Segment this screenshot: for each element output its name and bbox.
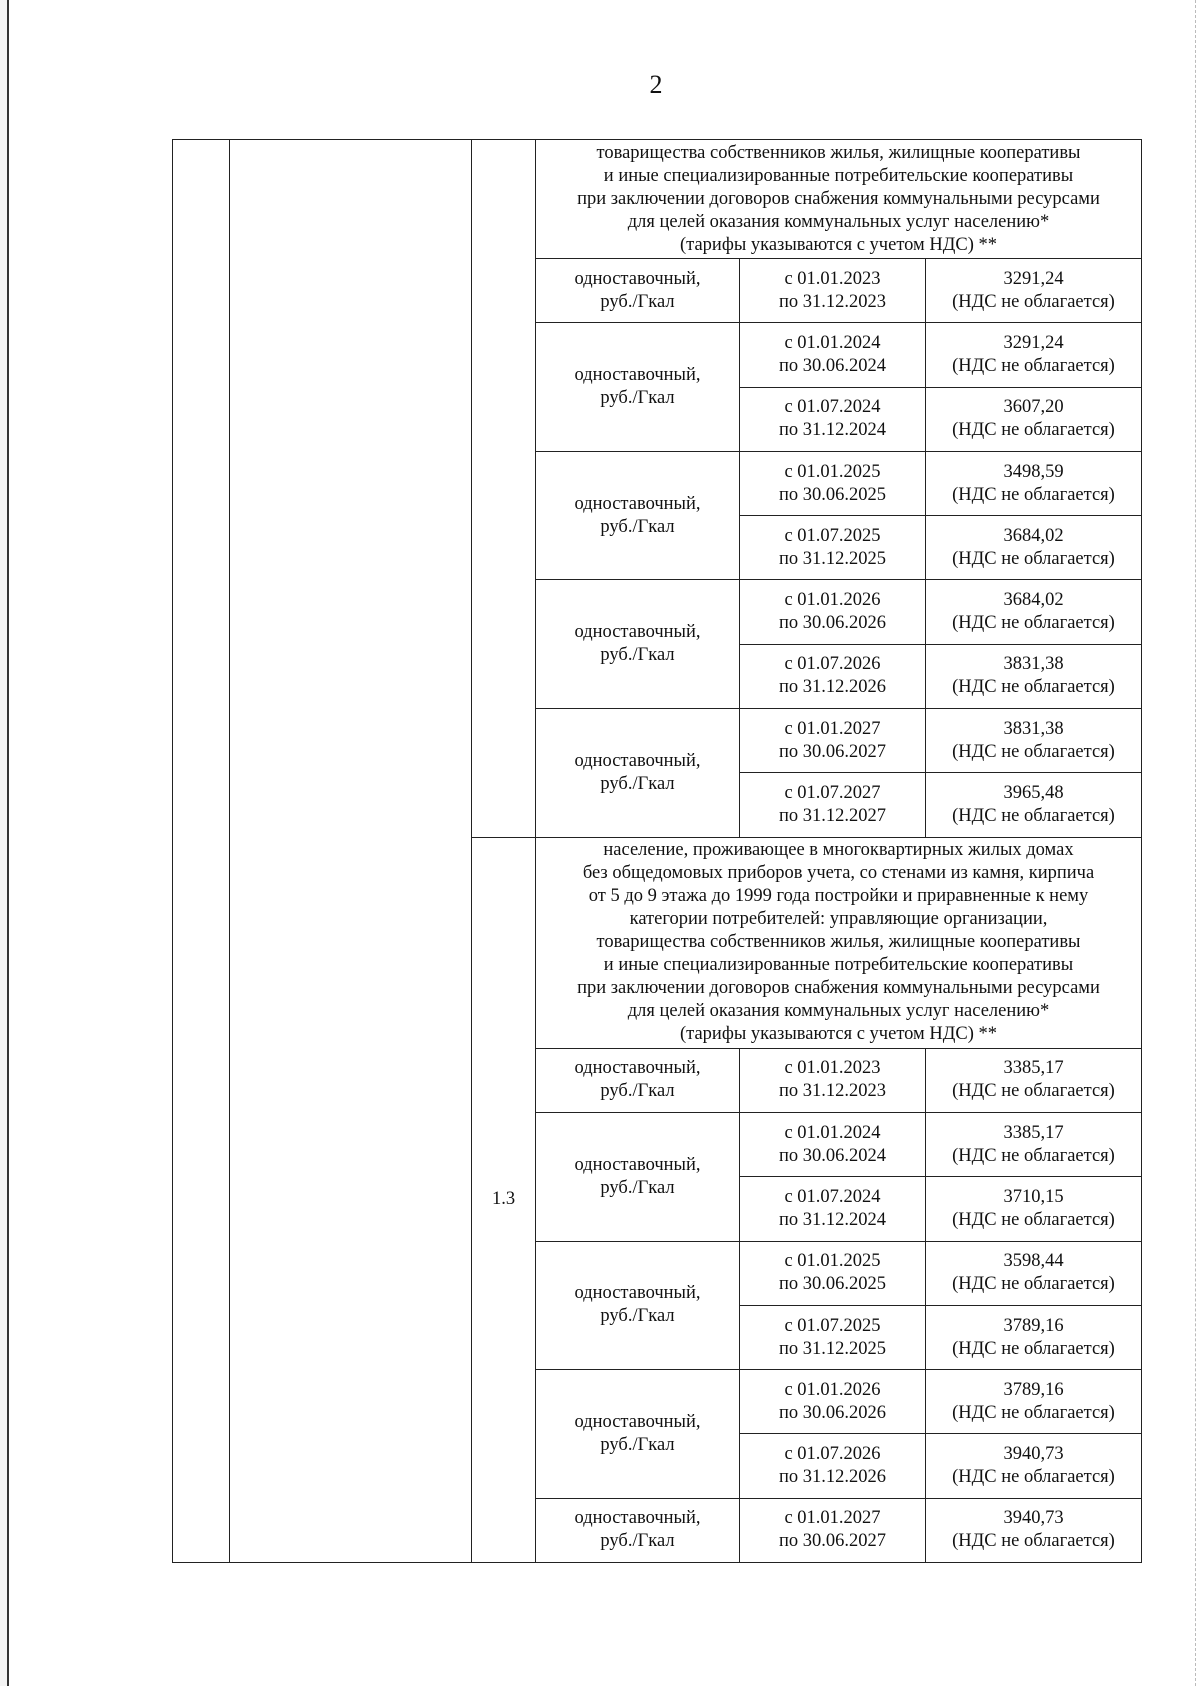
tariff-type-cell <box>536 580 740 709</box>
period-line: с 01.01.2025 <box>784 1251 881 1272</box>
period-cell <box>740 516 926 580</box>
tariff-type-cell <box>536 1498 740 1562</box>
tariff-value-line: 3684,02 <box>1003 525 1064 546</box>
period-cell <box>740 709 926 773</box>
tariff-value-line: 3607,20 <box>1003 397 1064 418</box>
col-organization-blank <box>230 140 472 1563</box>
tariff-type-cell <box>536 259 740 323</box>
tariff-type-cell <box>536 323 740 452</box>
tariff-value-line: (НДС не облагается) <box>952 291 1115 312</box>
period-cell <box>740 773 926 837</box>
tariff-type-line: руб./Гкал <box>600 291 675 312</box>
tariff-value-cell <box>926 1370 1142 1434</box>
tariff-value-line: (НДС не облагается) <box>952 741 1115 762</box>
period-line: с 01.01.2023 <box>784 268 881 289</box>
page-number: 2 <box>649 70 663 99</box>
group-description-line: при заключении договоров снабжения коммунальными ресурсами <box>577 188 1100 209</box>
tariff-value-line: 3498,59 <box>1003 461 1064 482</box>
tariff-value-cell <box>926 1048 1142 1112</box>
tariff-value-line: 3831,38 <box>1003 718 1064 739</box>
tariff-value-line: (НДС не облагается) <box>952 1081 1115 1102</box>
period-line: с 01.01.2027 <box>784 718 881 739</box>
tariff-value-line: 3291,24 <box>1003 268 1064 289</box>
period-line: по 31.12.2024 <box>778 1209 887 1230</box>
period-cell <box>740 451 926 515</box>
period-cell <box>740 1434 926 1498</box>
period-line: с 01.01.2023 <box>784 1058 881 1079</box>
tariff-type-line: одноставочный, <box>574 493 701 514</box>
period-line: с 01.07.2025 <box>784 525 881 546</box>
period-line: по 30.06.2024 <box>778 1145 887 1166</box>
period-line: с 01.07.2024 <box>784 1186 881 1207</box>
tariff-value-line: (НДС не облагается) <box>952 1145 1115 1166</box>
tariff-type-cell <box>536 451 740 580</box>
tariff-value-line: 3385,17 <box>1003 1058 1064 1079</box>
period-cell <box>740 1370 926 1434</box>
tariff-type-line: руб./Гкал <box>600 516 675 537</box>
period-line: с 01.01.2024 <box>784 332 881 353</box>
period-line: по 31.12.2026 <box>778 1467 887 1488</box>
period-cell <box>740 1305 926 1369</box>
period-cell <box>740 1241 926 1305</box>
tariff-value-line: 3291,24 <box>1003 332 1064 353</box>
tariff-value-line: 3684,02 <box>1003 590 1064 611</box>
period-line: по 30.06.2026 <box>778 1402 887 1423</box>
tariff-value-line: 3940,73 <box>1003 1508 1064 1529</box>
period-line: по 31.12.2023 <box>778 1081 887 1102</box>
period-line: с 01.01.2024 <box>784 1122 881 1143</box>
group-description-line: от 5 до 9 этажа до 1999 года постройки и приравненные к нему <box>588 886 1089 907</box>
group-description-line: население, проживающее в многоквартирных жилых домах <box>603 840 1074 861</box>
tariff-value-cell <box>926 1498 1142 1562</box>
tariff-type-line: одноставочный, <box>574 1154 701 1175</box>
tariff-table-body <box>173 140 1142 1563</box>
period-line: с 01.01.2025 <box>784 461 881 482</box>
period-line: с 01.07.2027 <box>784 783 881 804</box>
period-line: по 30.06.2025 <box>778 484 887 505</box>
group-description-line: (тарифы указываются с учетом НДС) ** <box>680 1024 997 1045</box>
tariff-value-line: (НДС не облагается) <box>952 548 1115 569</box>
tariff-type-line: одноставочный, <box>574 268 701 289</box>
scan-right-edge <box>1195 0 1196 1686</box>
tariff-type-line: руб./Гкал <box>600 1081 675 1102</box>
group-description-line: без общедомовых приборов учета, со стенами из камня, кирпича <box>582 863 1095 884</box>
period-cell <box>740 1177 926 1241</box>
tariff-value-cell <box>926 1434 1142 1498</box>
tariff-value-cell <box>926 709 1142 773</box>
tariff-value-line: (НДС не облагается) <box>952 1338 1115 1359</box>
tariff-value-line: (НДС не облагается) <box>952 1467 1115 1488</box>
tariff-value-line: (НДС не облагается) <box>952 355 1115 376</box>
period-line: с 01.07.2026 <box>784 654 881 675</box>
period-line: с 01.07.2026 <box>784 1444 881 1465</box>
period-cell <box>740 323 926 387</box>
tariff-type-line: одноставочный, <box>574 1283 701 1304</box>
tariff-type-line: одноставочный, <box>574 365 701 386</box>
tariff-value-line: 3385,17 <box>1003 1122 1064 1143</box>
period-line: с 01.07.2024 <box>784 397 881 418</box>
group-description-line: (тарифы указываются с учетом НДС) ** <box>680 234 997 255</box>
tariff-type-line: руб./Гкал <box>600 1177 675 1198</box>
period-line: по 31.12.2025 <box>778 548 887 569</box>
period-line: по 30.06.2025 <box>778 1274 887 1295</box>
period-cell <box>740 1498 926 1562</box>
tariff-value-line: 3965,48 <box>1003 783 1064 804</box>
tariff-value-line: (НДС не облагается) <box>952 806 1115 827</box>
tariff-value-line: (НДС не облагается) <box>952 677 1115 698</box>
period-line: с 01.01.2027 <box>784 1508 881 1529</box>
tariff-type-line: руб./Гкал <box>600 1531 675 1552</box>
group-description-line: и иные специализированные потребительские кооперативы <box>603 955 1074 976</box>
tariff-type-line: руб./Гкал <box>600 645 675 666</box>
tariff-value-line: 3789,16 <box>1003 1315 1064 1336</box>
tariff-value-cell <box>926 451 1142 515</box>
group-description-line: товарищества собственников жилья, жилищные кооперативы <box>596 932 1081 953</box>
group-header-row <box>173 140 1142 259</box>
period-line: по 31.12.2025 <box>778 1338 887 1359</box>
tariff-type-cell <box>536 1112 740 1241</box>
tariff-value-line: 3789,16 <box>1003 1379 1064 1400</box>
tariff-type-cell <box>536 709 740 838</box>
tariff-value-line: (НДС не облагается) <box>952 1274 1115 1295</box>
tariff-type-cell <box>536 1370 740 1499</box>
tariff-value-cell <box>926 516 1142 580</box>
period-line: по 31.12.2026 <box>778 677 887 698</box>
period-cell <box>740 259 926 323</box>
group-description-line: для целей оказания коммунальных услуг населению* <box>627 211 1050 232</box>
tariff-type-line: одноставочный, <box>574 1058 701 1079</box>
tariff-type-line: руб./Гкал <box>600 1434 675 1455</box>
period-cell <box>740 644 926 708</box>
col-number-blank <box>173 140 230 1563</box>
tariff-value-line: (НДС не облагается) <box>952 1531 1115 1552</box>
tariff-value-cell <box>926 1177 1142 1241</box>
group-description-line: при заключении договоров снабжения коммунальными ресурсами <box>577 978 1100 999</box>
period-line: с 01.01.2026 <box>784 590 881 611</box>
period-cell <box>740 1112 926 1176</box>
period-line: по 31.12.2023 <box>778 291 887 312</box>
tariff-value-line: (НДС не облагается) <box>952 1402 1115 1423</box>
period-line: с 01.01.2026 <box>784 1379 881 1400</box>
group-description-line: и иные специализированные потребительские кооперативы <box>603 165 1074 186</box>
tariff-value-cell <box>926 1241 1142 1305</box>
period-line: по 30.06.2027 <box>778 1531 887 1552</box>
scan-left-edge <box>0 0 9 1686</box>
group-number <box>472 140 536 838</box>
period-cell <box>740 387 926 451</box>
tariff-value-cell <box>926 773 1142 837</box>
tariff-type-line: одноставочный, <box>574 622 701 643</box>
tariff-value-line: 3710,15 <box>1003 1186 1064 1207</box>
period-line: по 31.12.2027 <box>778 806 887 827</box>
tariff-value-cell <box>926 323 1142 387</box>
tariff-type-line: одноставочный, <box>574 1508 701 1529</box>
group-description-line: товарищества собственников жилья, жилищные кооперативы <box>596 142 1081 163</box>
tariff-type-line: руб./Гкал <box>600 773 675 794</box>
tariff-type-line: руб./Гкал <box>600 1306 675 1327</box>
group-description-line: категории потребителей: управляющие организации, <box>629 909 1048 930</box>
tariff-value-line: (НДС не облагается) <box>952 1209 1115 1230</box>
period-line: по 30.06.2024 <box>778 355 887 376</box>
tariff-value-cell <box>926 644 1142 708</box>
period-cell <box>740 580 926 644</box>
tariff-value-line: (НДС не облагается) <box>952 613 1115 634</box>
period-line: по 30.06.2027 <box>778 741 887 762</box>
period-line: по 30.06.2026 <box>778 613 887 634</box>
group-description-line: для целей оказания коммунальных услуг населению* <box>627 1001 1050 1022</box>
tariff-value-cell <box>926 387 1142 451</box>
period-line: с 01.07.2025 <box>784 1315 881 1336</box>
tariff-table <box>172 139 1142 1563</box>
tariff-type-line: одноставочный, <box>574 1411 701 1432</box>
period-line: по 31.12.2024 <box>778 420 887 441</box>
tariff-type-cell <box>536 1241 740 1370</box>
tariff-type-line: одноставочный, <box>574 750 701 771</box>
tariff-value-line: (НДС не облагается) <box>952 420 1115 441</box>
tariff-value-cell <box>926 580 1142 644</box>
tariff-type-cell <box>536 1048 740 1112</box>
tariff-value-line: 3940,73 <box>1003 1444 1064 1465</box>
tariff-value-cell <box>926 1305 1142 1369</box>
group-description <box>536 140 1142 259</box>
period-cell <box>740 1048 926 1112</box>
tariff-type-line: руб./Гкал <box>600 388 675 409</box>
tariff-value-cell <box>926 259 1142 323</box>
tariff-value-cell <box>926 1112 1142 1176</box>
group-number: 1.3 <box>472 837 536 1562</box>
group-description <box>536 837 1142 1048</box>
tariff-value-line: 3831,38 <box>1003 654 1064 675</box>
tariff-value-line: 3598,44 <box>1003 1251 1064 1272</box>
tariff-value-line: (НДС не облагается) <box>952 484 1115 505</box>
